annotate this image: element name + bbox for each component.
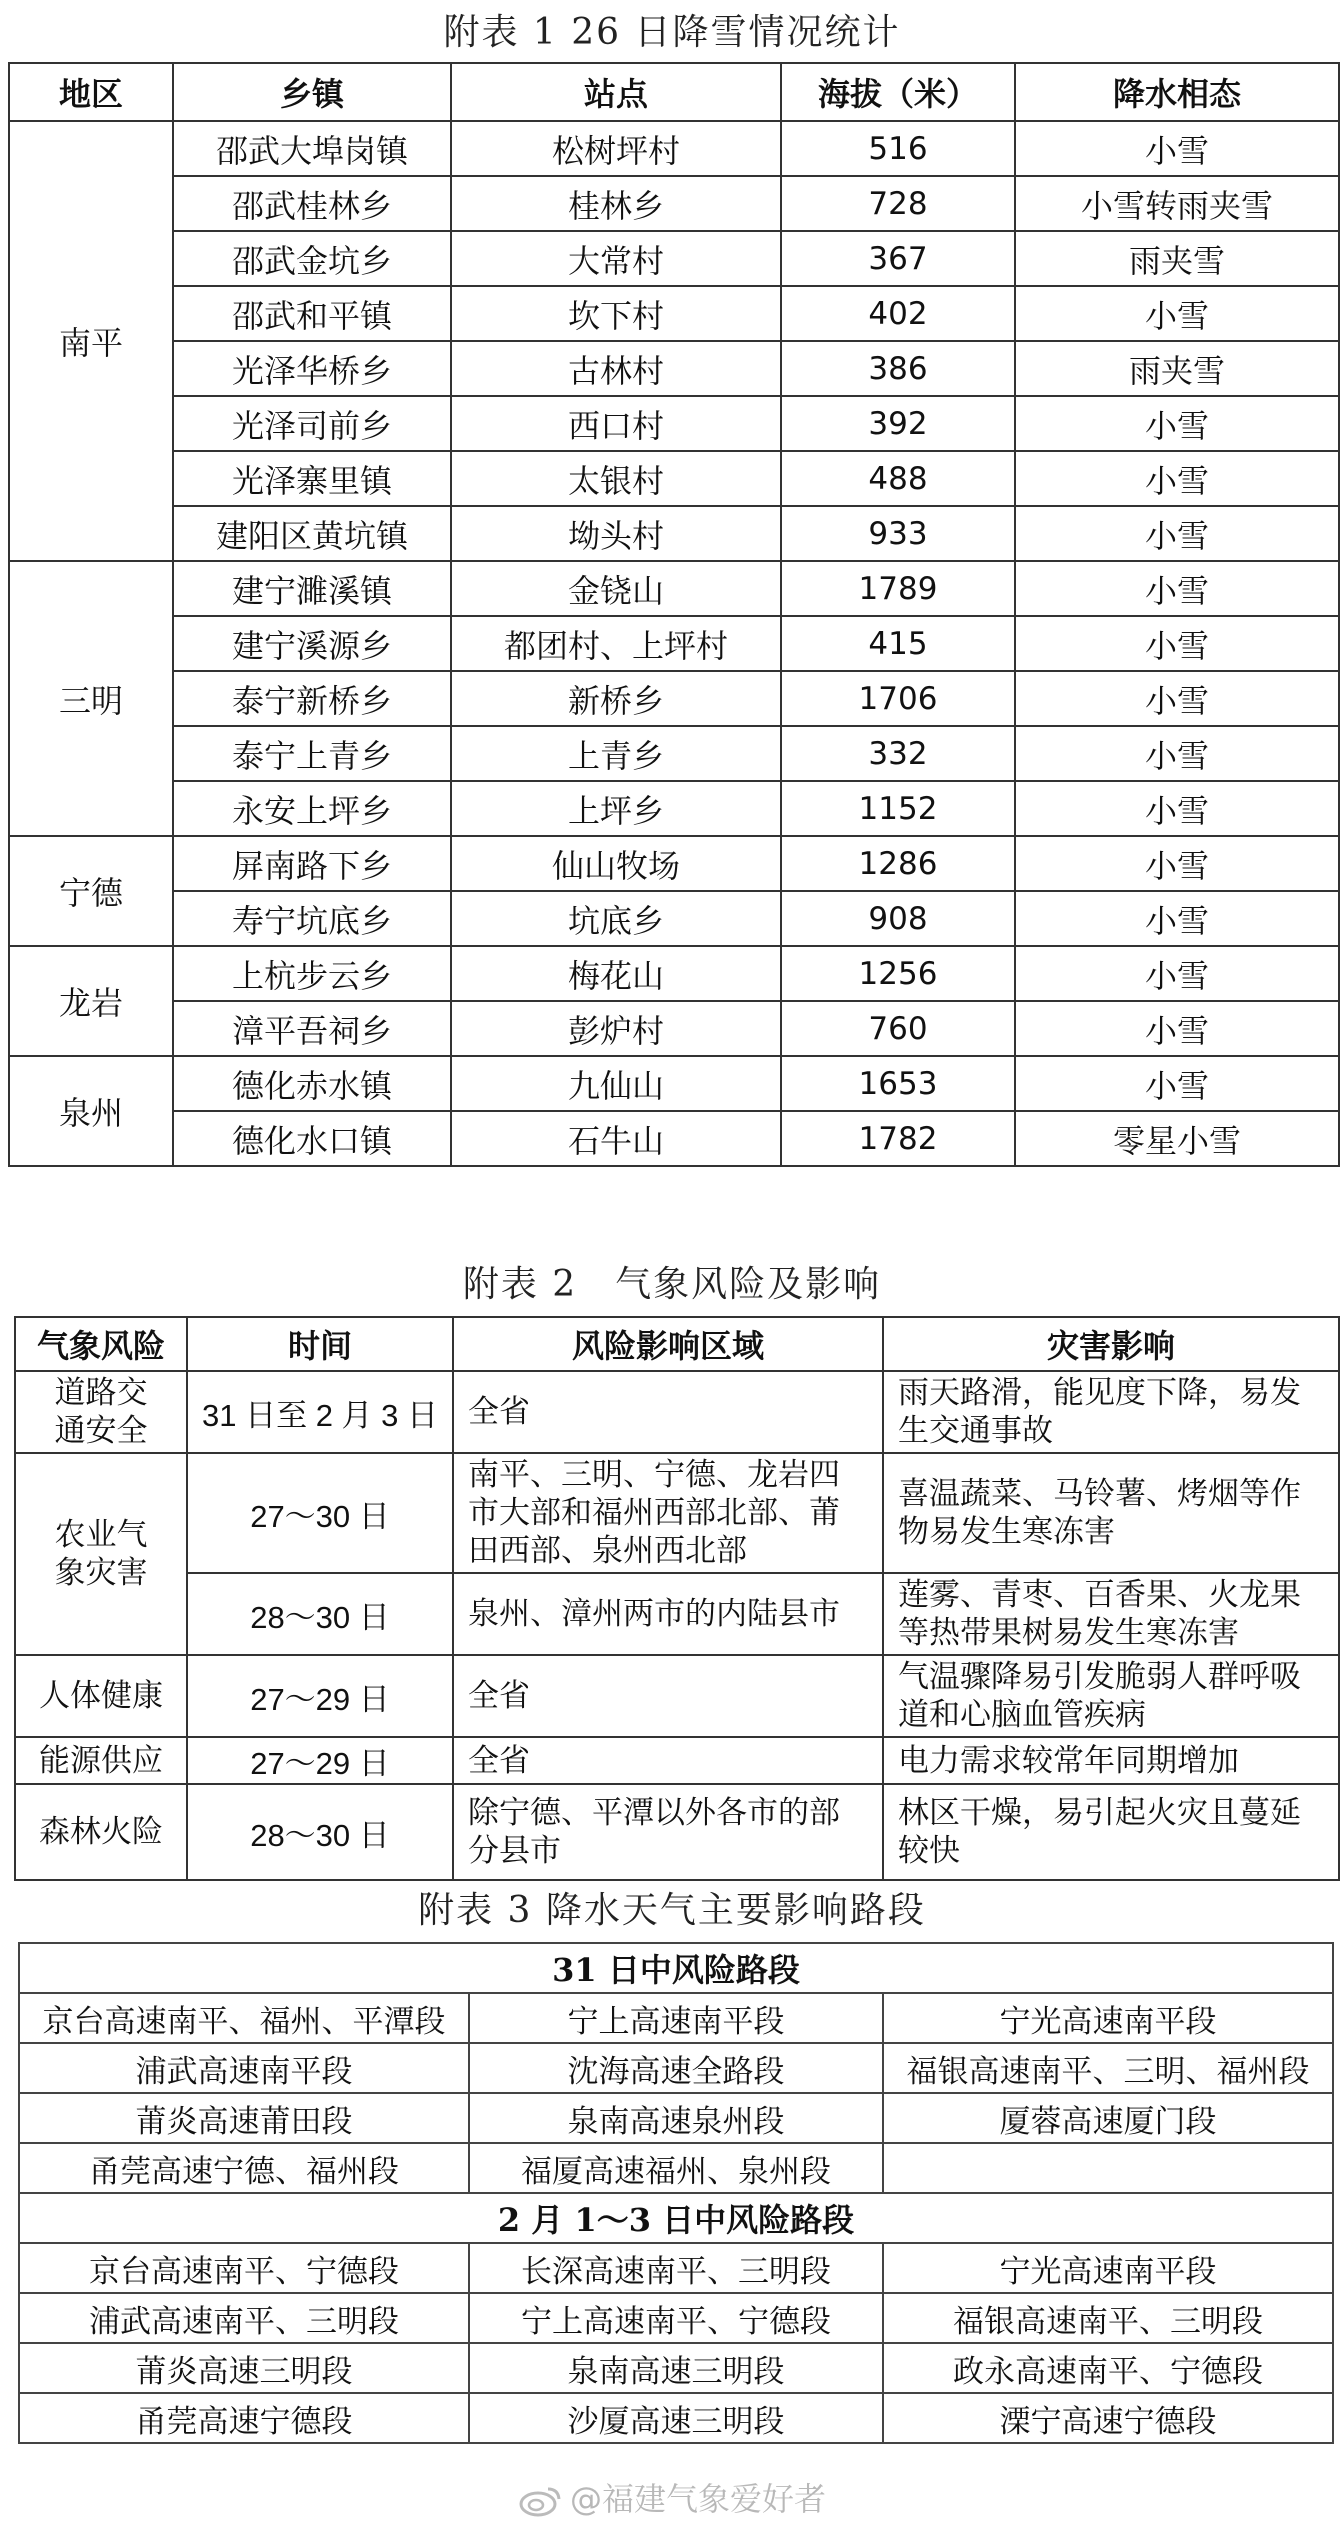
altitude-cell: 1706 (781, 671, 1015, 726)
road-segment-cell: 政永高速南平、宁德段 (883, 2343, 1333, 2393)
road-segment-cell: 宁上高速南平、宁德段 (469, 2293, 883, 2343)
risk-impact: 莲雾、青枣、百香果、火龙果等热带果树易发生寒冻害 (883, 1573, 1339, 1655)
road-segment-cell: 莆炎高速三明段 (19, 2343, 469, 2393)
precip-phase-cell: 小雪 (1015, 781, 1339, 836)
road-segment-cell: 宁光高速南平段 (883, 2243, 1333, 2293)
town-cell: 上杭步云乡 (173, 946, 451, 1001)
town-cell: 邵武大埠岗镇 (173, 121, 451, 176)
risk-row-road (15, 1371, 1339, 1453)
risk-row-agri-2 (15, 1573, 1339, 1655)
column-header: 站点 (451, 63, 781, 121)
table-row (9, 726, 1339, 781)
risk-impact: 林区干燥，易引起火灾且蔓延较快 (883, 1784, 1339, 1880)
risk-area: 泉州、漳州两市的内陆县市 (453, 1573, 883, 1655)
region-cell: 龙岩 (9, 946, 173, 1056)
town-cell: 寿宁坑底乡 (173, 891, 451, 946)
road-segment-cell: 长深高速南平、三明段 (469, 2243, 883, 2293)
precip-phase-cell: 小雪 (1015, 121, 1339, 176)
region-cell: 南平 (9, 121, 173, 561)
risk-time: 28～30 日 (187, 1573, 453, 1655)
town-cell: 屏南路下乡 (173, 836, 451, 891)
risk-row-forest (15, 1784, 1339, 1880)
table-row (9, 1056, 1339, 1111)
road-segment-cell: 甬莞高速宁德段 (19, 2393, 469, 2443)
town-cell: 建阳区黄坑镇 (173, 506, 451, 561)
table-row (9, 341, 1339, 396)
road-segment-cell: 福银高速南平、三明段 (883, 2293, 1333, 2343)
altitude-cell: 488 (781, 451, 1015, 506)
table-row (9, 286, 1339, 341)
table-row (19, 2243, 1333, 2293)
table-row (19, 2143, 1333, 2193)
altitude-cell: 332 (781, 726, 1015, 781)
road-segment-cell: 溧宁高速宁德段 (883, 2393, 1333, 2443)
risk-impact: 电力需求较常年同期增加 (883, 1737, 1339, 1784)
station-cell: 坑底乡 (451, 891, 781, 946)
risk-name (15, 1371, 187, 1453)
altitude-cell: 402 (781, 286, 1015, 341)
station-cell: 大常村 (451, 231, 781, 286)
road-segment-cell: 福厦高速福州、泉州段 (469, 2143, 883, 2193)
road-segment-cell: 厦蓉高速厦门段 (883, 2093, 1333, 2143)
altitude-cell: 760 (781, 1001, 1015, 1056)
road-segment-cell: 宁光高速南平段 (883, 1993, 1333, 2043)
section-header-row (19, 2193, 1333, 2243)
altitude-cell: 1152 (781, 781, 1015, 836)
risk-table (14, 1316, 1340, 1881)
table-row (9, 1001, 1339, 1056)
snowfall-table (8, 62, 1340, 1167)
road-segment-cell (883, 2143, 1333, 2193)
region-cell: 三明 (9, 561, 173, 836)
station-cell: 金铙山 (451, 561, 781, 616)
table-row (9, 671, 1339, 726)
altitude-cell: 728 (781, 176, 1015, 231)
precip-phase-cell: 小雪 (1015, 671, 1339, 726)
risk-impact: 气温骤降易引发脆弱人群呼吸道和心脑血管疾病 (883, 1655, 1339, 1737)
precip-phase-cell: 小雪 (1015, 396, 1339, 451)
precip-phase-cell: 小雪 (1015, 1001, 1339, 1056)
road-segment-cell: 京台高速南平、福州、平潭段 (19, 1993, 469, 2043)
table1-title: 附表 1 26 日降雪情况统计 (443, 12, 901, 53)
town-cell: 建宁濉溪镇 (173, 561, 451, 616)
station-cell: 西口村 (451, 396, 781, 451)
risk-name-text: 道路交通安全 (54, 1375, 148, 1449)
town-cell: 泰宁新桥乡 (173, 671, 451, 726)
town-cell: 德化水口镇 (173, 1111, 451, 1166)
risk-time: 27～29 日 (187, 1737, 453, 1784)
road-segment-cell: 京台高速南平、宁德段 (19, 2243, 469, 2293)
risk-area: 南平、三明、宁德、龙岩四市大部和福州西部北部、莆田西部、泉州西北部 (453, 1453, 883, 1573)
precip-phase-cell: 小雪 (1015, 561, 1339, 616)
table-row (19, 2343, 1333, 2393)
column-header: 灾害影响 (883, 1317, 1339, 1371)
risk-area: 除宁德、平潭以外各市的部分县市 (453, 1784, 883, 1880)
table3-title: 附表 3 降水天气主要影响路段 (418, 1890, 926, 1931)
station-cell: 古林村 (451, 341, 781, 396)
station-cell: 坳头村 (451, 506, 781, 561)
column-header: 海拔（米） (781, 63, 1015, 121)
town-cell: 邵武和平镇 (173, 286, 451, 341)
table-row (9, 891, 1339, 946)
table-row (19, 2393, 1333, 2443)
precip-phase-cell: 小雪 (1015, 726, 1339, 781)
table-row (19, 2093, 1333, 2143)
precip-phase-cell: 小雪 (1015, 946, 1339, 1001)
risk-row-agri-1 (15, 1453, 1339, 1573)
altitude-cell: 1653 (781, 1056, 1015, 1111)
altitude-cell: 1286 (781, 836, 1015, 891)
table-row (9, 836, 1339, 891)
precip-phase-cell: 雨夹雪 (1015, 341, 1339, 396)
road-segment-cell: 浦武高速南平、三明段 (19, 2293, 469, 2343)
precip-phase-cell: 小雪 (1015, 616, 1339, 671)
region-cell: 宁德 (9, 836, 173, 946)
table-row (9, 506, 1339, 561)
risk-area: 全省 (453, 1737, 883, 1784)
table-row (9, 946, 1339, 1001)
road-segment-table (18, 1942, 1334, 2444)
altitude-cell: 367 (781, 231, 1015, 286)
altitude-cell: 386 (781, 341, 1015, 396)
table-row (19, 1993, 1333, 2043)
table-row (9, 451, 1339, 506)
altitude-cell: 1256 (781, 946, 1015, 1001)
table-row (19, 2043, 1333, 2093)
risk-time: 27～29 日 (187, 1655, 453, 1737)
town-cell: 邵武桂林乡 (173, 176, 451, 231)
station-cell: 梅花山 (451, 946, 781, 1001)
precip-phase-cell: 小雪 (1015, 891, 1339, 946)
risk-name (15, 1453, 187, 1655)
altitude-cell: 415 (781, 616, 1015, 671)
station-cell: 桂林乡 (451, 176, 781, 231)
precip-phase-cell: 小雪 (1015, 451, 1339, 506)
road-segment-cell: 泉南高速泉州段 (469, 2093, 883, 2143)
watermark-text: @福建气象爱好者 (569, 2480, 826, 2518)
town-cell: 泰宁上青乡 (173, 726, 451, 781)
table-row (9, 1111, 1339, 1166)
town-cell: 建宁溪源乡 (173, 616, 451, 671)
altitude-cell: 1789 (781, 561, 1015, 616)
road-segment-cell: 泉南高速三明段 (469, 2343, 883, 2393)
column-header: 乡镇 (173, 63, 451, 121)
column-header: 时间 (187, 1317, 453, 1371)
precip-phase-cell: 零星小雪 (1015, 1111, 1339, 1166)
risk-name: 人体健康 (15, 1655, 187, 1737)
station-cell: 仙山牧场 (451, 836, 781, 891)
column-header: 风险影响区域 (453, 1317, 883, 1371)
station-cell: 九仙山 (451, 1056, 781, 1111)
road-segment-cell: 沈海高速全路段 (469, 2043, 883, 2093)
town-cell: 德化赤水镇 (173, 1056, 451, 1111)
table-row (9, 231, 1339, 286)
table-row (9, 176, 1339, 231)
town-cell: 漳平吾祠乡 (173, 1001, 451, 1056)
station-cell: 上青乡 (451, 726, 781, 781)
station-cell: 石牛山 (451, 1111, 781, 1166)
station-cell: 坎下村 (451, 286, 781, 341)
risk-time: 31 日至 2 月 3 日 (187, 1371, 453, 1453)
risk-area: 全省 (453, 1655, 883, 1737)
altitude-cell: 908 (781, 891, 1015, 946)
road-segment-cell: 沙厦高速三明段 (469, 2393, 883, 2443)
section-heading: 31 日中风险路段 (19, 1943, 1333, 1993)
table-row (9, 781, 1339, 836)
section-heading: 2 月 1～3 日中风险路段 (19, 2193, 1333, 2243)
risk-row-health (15, 1655, 1339, 1737)
column-header: 地区 (9, 63, 173, 121)
risk-name-text: 农业气象灾害 (54, 1517, 148, 1591)
risk-name: 森林火险 (15, 1784, 187, 1880)
town-cell: 光泽华桥乡 (173, 341, 451, 396)
station-cell: 彭炉村 (451, 1001, 781, 1056)
station-cell: 太银村 (451, 451, 781, 506)
station-cell: 新桥乡 (451, 671, 781, 726)
risk-area: 全省 (453, 1371, 883, 1453)
table-row (9, 121, 1339, 176)
weibo-icon (518, 2485, 562, 2517)
road-segment-cell: 浦武高速南平段 (19, 2043, 469, 2093)
precip-phase-cell: 小雪 (1015, 506, 1339, 561)
risk-name: 能源供应 (15, 1737, 187, 1784)
table-row (9, 561, 1339, 616)
station-cell: 都团村、上坪村 (451, 616, 781, 671)
road-segment-cell: 宁上高速南平段 (469, 1993, 883, 2043)
road-segment-cell: 莆炎高速莆田段 (19, 2093, 469, 2143)
table-row (9, 616, 1339, 671)
precip-phase-cell: 小雪 (1015, 1056, 1339, 1111)
altitude-cell: 392 (781, 396, 1015, 451)
town-cell: 光泽司前乡 (173, 396, 451, 451)
road-segment-cell: 福银高速南平、三明、福州段 (883, 2043, 1333, 2093)
risk-impact: 喜温蔬菜、马铃薯、烤烟等作物易发生寒冻害 (883, 1453, 1339, 1573)
watermark (0, 2474, 1344, 2520)
station-cell: 松树坪村 (451, 121, 781, 176)
precip-phase-cell: 小雪转雨夹雪 (1015, 176, 1339, 231)
precip-phase-cell: 小雪 (1015, 836, 1339, 891)
column-header: 降水相态 (1015, 63, 1339, 121)
precip-phase-cell: 雨夹雪 (1015, 231, 1339, 286)
risk-row-energy (15, 1737, 1339, 1784)
precip-phase-cell: 小雪 (1015, 286, 1339, 341)
road-segment-cell: 甬莞高速宁德、福州段 (19, 2143, 469, 2193)
column-header: 气象风险 (15, 1317, 187, 1371)
risk-time: 28～30 日 (187, 1784, 453, 1880)
altitude-cell: 516 (781, 121, 1015, 176)
altitude-cell: 1782 (781, 1111, 1015, 1166)
table-row (19, 2293, 1333, 2343)
table-row (9, 396, 1339, 451)
risk-impact: 雨天路滑，能见度下降，易发生交通事故 (883, 1371, 1339, 1453)
section-header-row (19, 1943, 1333, 1993)
table2-title: 附表 2 气象风险及影响 (462, 1264, 882, 1305)
risk-time: 27～30 日 (187, 1453, 453, 1573)
altitude-cell: 933 (781, 506, 1015, 561)
town-cell: 永安上坪乡 (173, 781, 451, 836)
town-cell: 邵武金坑乡 (173, 231, 451, 286)
region-cell: 泉州 (9, 1056, 173, 1166)
station-cell: 上坪乡 (451, 781, 781, 836)
town-cell: 光泽寨里镇 (173, 451, 451, 506)
